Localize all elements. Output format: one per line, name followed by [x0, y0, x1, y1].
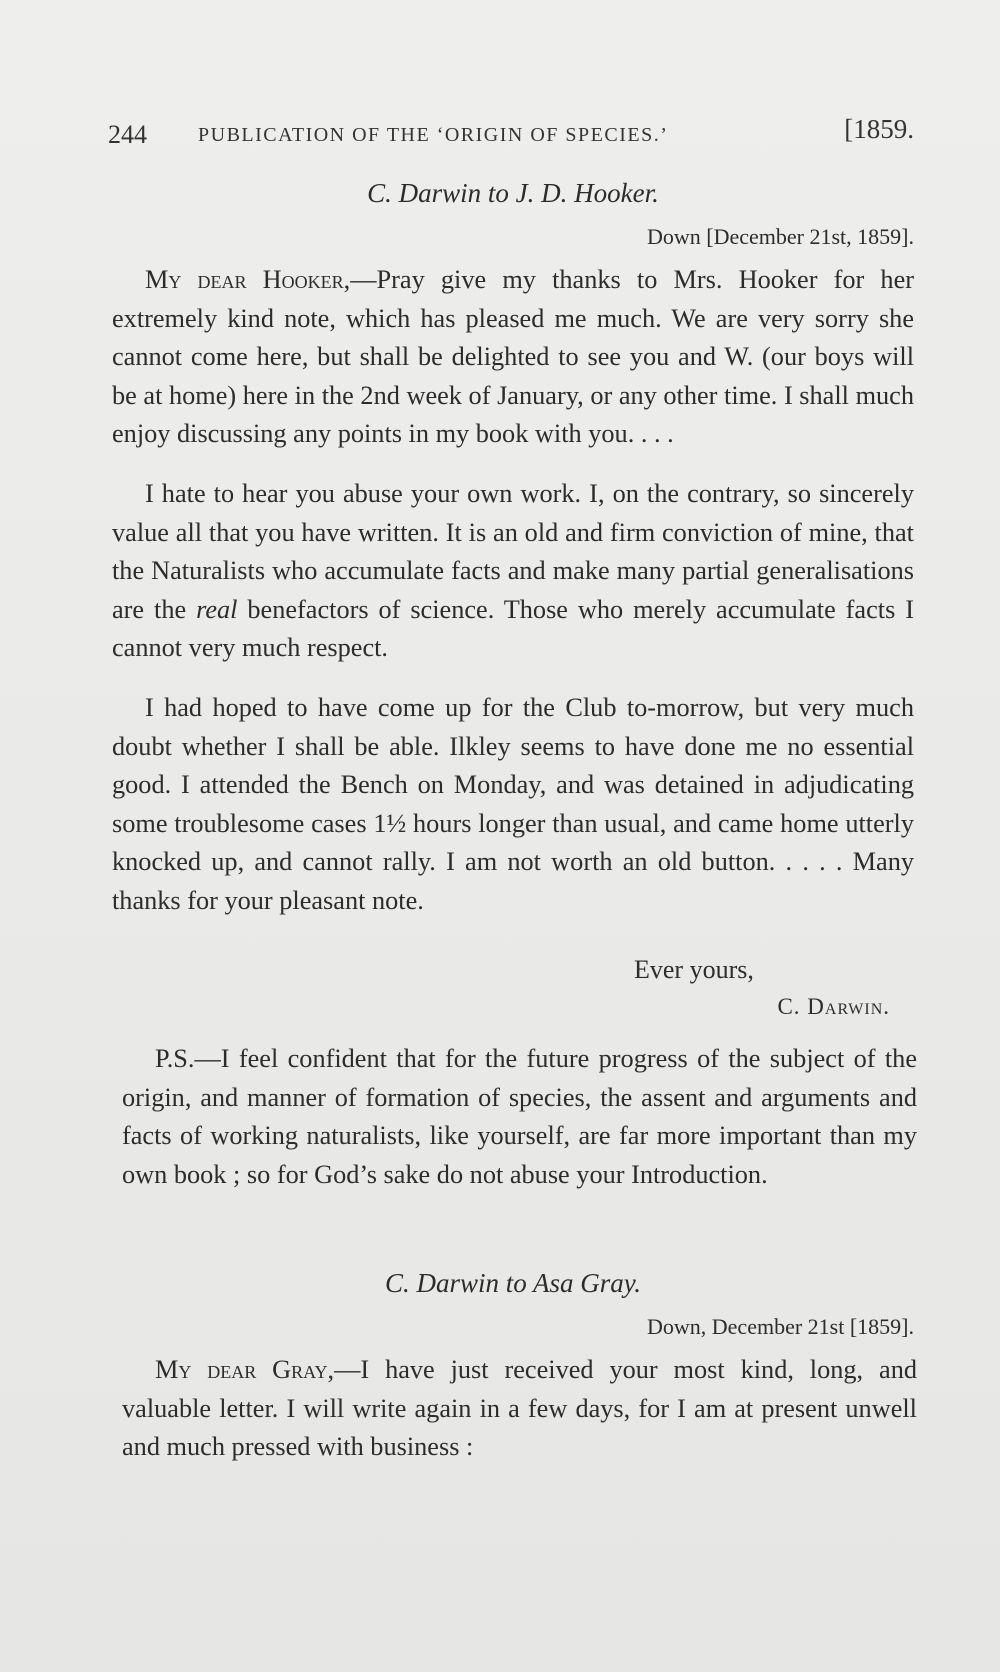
paragraph-text: I had hoped to have come up for the Club to-morrow, but very much doubt whether I shall be able. Ilkley seems to have done me no essential good. I attended the Bench on Monday, and was detained in adjudicating some troublesome cases 1½ hours longer than usual, and came home utterly knocked up, and cannot rally. I am not worth an old button. . . . . Many thanks for your pleasant note. — [112, 693, 914, 915]
dateline-gray: Down, December 21st [1859]. — [647, 1314, 914, 1339]
paragraph-text: —I have just received your most kind, long, and valuable letter. I will write again in a few days, for I am at present unwell and much pressed with business : — [122, 1355, 918, 1462]
letter-paragraph — [112, 689, 914, 921]
closing-line: Ever yours, — [634, 955, 754, 984]
running-head — [108, 112, 914, 152]
paragraph-text: —Pray give my thanks to Mrs. Hooker for her extremely kind note, which has pleased me much. We are very sorry she cannot come here, but shall be delighted to see you and W. (our boys will be at home) here in the 2nd week of January, or any other time. I shall much enjoy discussing any points in my book with you. . . . — [112, 265, 914, 449]
letter-paragraph — [112, 261, 914, 454]
paragraph-text: benefactors of science. Those who merely accumulate facts I cannot very much respect. — [112, 594, 914, 663]
signature: C. Darwin. — [777, 994, 890, 1019]
letter-paragraph — [122, 1351, 917, 1467]
paragraph-text: I hate to hear you abuse your own work. I, on the contrary, so sincerely value all that you have written. It is an old and firm conviction of mine, that the Naturalists who accumulate facts and make many partial generalisations are the — [112, 479, 914, 624]
emphasis-text: real — [196, 594, 238, 624]
page-number: 244 — [108, 120, 147, 149]
postscript: P.S.—I feel confident that for the future progress of the subject of the origin, and manner of formation of species, the assent and arguments and facts of working naturalists, like yourself, are far more important than my own book ; so for God’s sake do not abuse your Introduction. — [122, 1044, 917, 1189]
running-year: [1859. — [844, 114, 914, 144]
letter-heading-gray: C. Darwin to Asa Gray. — [384, 1268, 642, 1298]
dateline-hooker: Down [December 21st, 1859]. — [647, 224, 914, 249]
letter-heading-hooker: C. Darwin to J. D. Hooker. — [367, 178, 659, 208]
salutation: My dear Hooker, — [145, 265, 351, 294]
running-title: PUBLICATION OF THE ‘ORIGIN OF SPECIES.’ — [198, 124, 669, 146]
letter-paragraph — [112, 475, 914, 668]
salutation: My dear Gray, — [155, 1355, 335, 1384]
